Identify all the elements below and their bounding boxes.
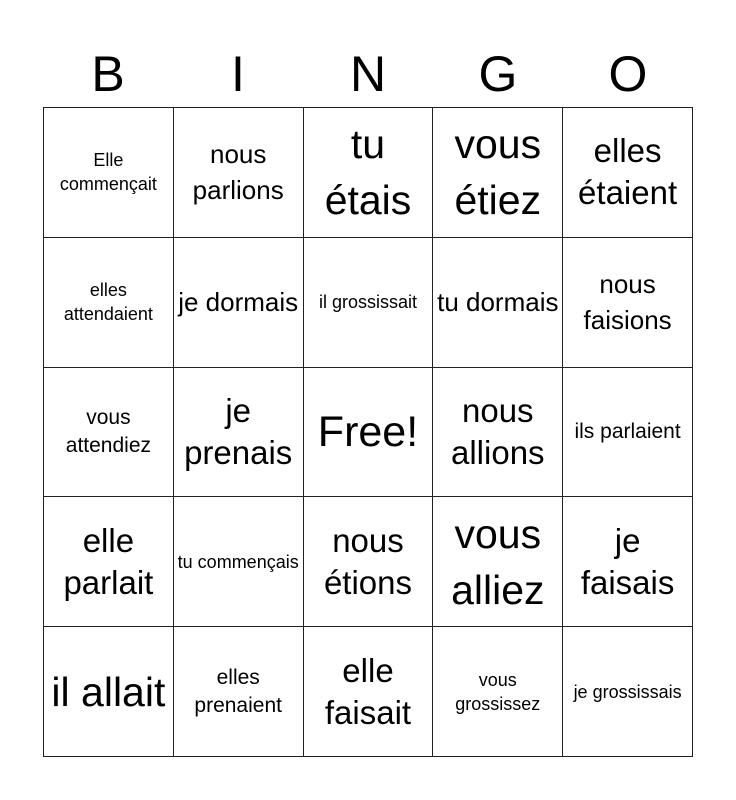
bingo-cell[interactable] [174, 497, 304, 627]
cell-text: elle parlait [63, 521, 154, 601]
bingo-cell[interactable] [563, 627, 693, 757]
header-letter-g: G [478, 46, 518, 102]
bingo-cell[interactable] [44, 627, 174, 757]
bingo-cell[interactable] [433, 497, 563, 627]
cell-text: vous étiez [454, 121, 542, 224]
cell-text: tu commençais [177, 551, 299, 572]
cell-text: nous étions [323, 521, 413, 601]
bingo-cell[interactable] [304, 108, 434, 238]
bingo-cell[interactable] [174, 368, 304, 498]
header-letter-i: I [231, 46, 245, 102]
cell-text: vous grossissez [455, 669, 541, 714]
cell-text: tu dormais [437, 287, 559, 318]
bingo-cell[interactable] [44, 497, 174, 627]
bingo-cell[interactable] [563, 238, 693, 368]
free-space-label: Free! [317, 407, 419, 456]
bingo-cell[interactable] [44, 238, 174, 368]
bingo-cell[interactable] [304, 497, 434, 627]
bingo-header [43, 42, 693, 106]
cell-text: elles prenaient [194, 665, 282, 717]
bingo-cell[interactable] [433, 108, 563, 238]
cell-text: Elle commençait [59, 150, 157, 195]
cell-text: ils parlaient [574, 419, 681, 443]
bingo-cell[interactable] [304, 238, 434, 368]
header-letter-n: N [349, 46, 387, 102]
bingo-cell[interactable] [563, 497, 693, 627]
header-letter-b: B [91, 46, 125, 102]
header-letter-o: O [608, 46, 648, 102]
cell-text: il allait [51, 668, 166, 715]
cell-text: nous allions [451, 391, 545, 471]
cell-text: elles étaient [578, 132, 678, 212]
cell-text: vous alliez [451, 510, 545, 613]
bingo-cell[interactable] [44, 368, 174, 498]
cell-text: nous parlions [192, 139, 284, 206]
bingo-cell[interactable] [563, 108, 693, 238]
cell-text: nous faisions [583, 269, 672, 336]
cell-text: je faisais [580, 521, 675, 601]
cell-text: elle faisait [324, 651, 412, 731]
cell-text: je dormais [178, 287, 299, 318]
bingo-cell[interactable] [433, 627, 563, 757]
cell-text: vous attendiez [65, 405, 152, 457]
free-space[interactable] [304, 368, 434, 498]
bingo-cell[interactable] [563, 368, 693, 498]
bingo-cell[interactable] [174, 238, 304, 368]
bingo-cell[interactable] [44, 108, 174, 238]
cell-text: tu étais [324, 121, 412, 224]
bingo-cell[interactable] [433, 238, 563, 368]
cell-text: je grossissais [573, 681, 682, 702]
bingo-cell[interactable] [304, 627, 434, 757]
bingo-cell[interactable] [174, 627, 304, 757]
cell-text: il grossissait [318, 292, 417, 313]
cell-text: elles attendaient [63, 280, 153, 325]
bingo-cell[interactable] [174, 108, 304, 238]
bingo-grid [43, 107, 693, 757]
bingo-cell[interactable] [433, 368, 563, 498]
cell-text: je prenais [184, 391, 293, 471]
